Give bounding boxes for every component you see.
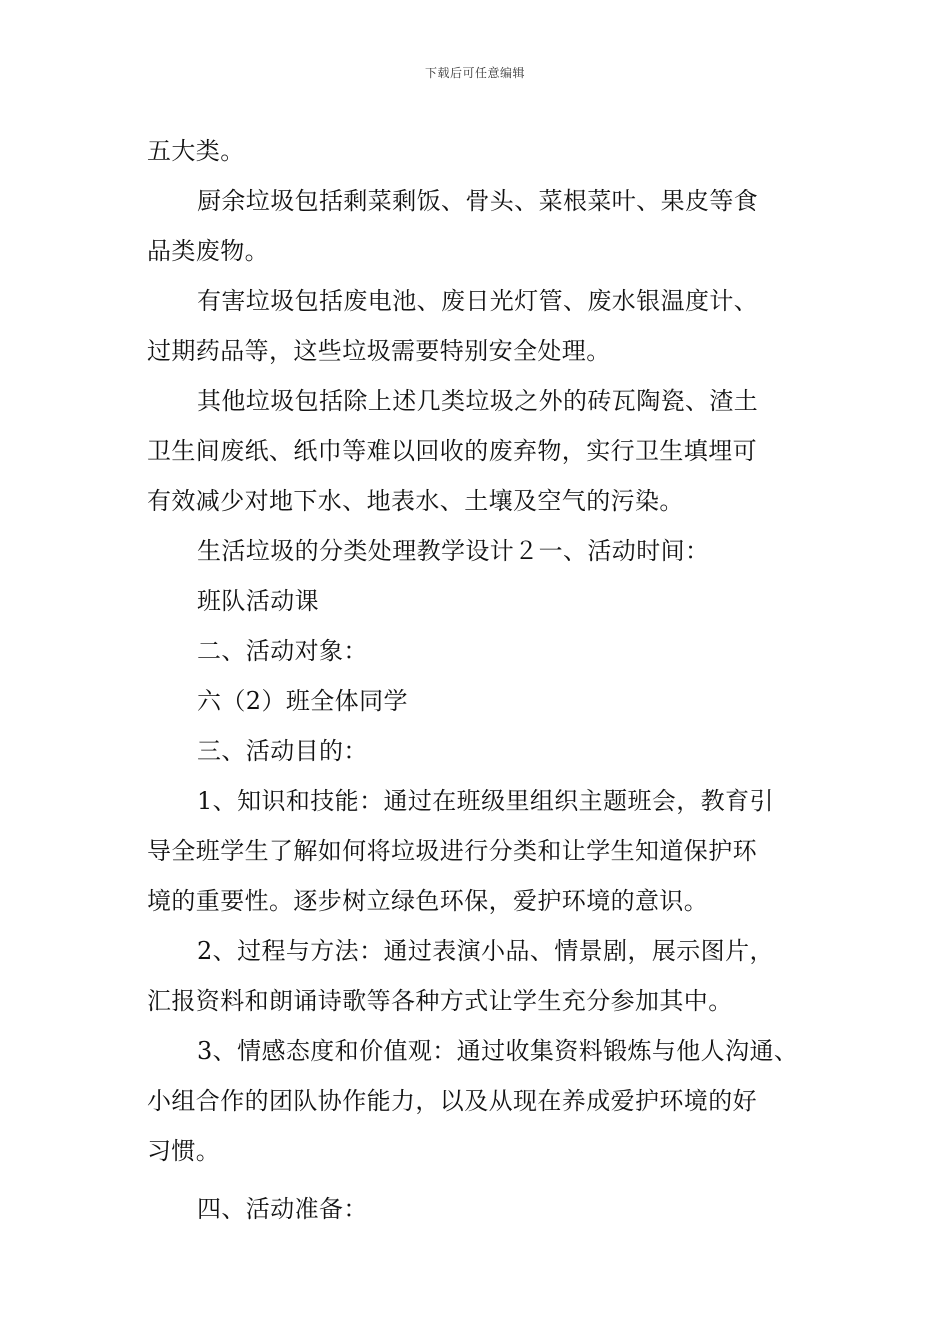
section-heading: 四、活动准备： bbox=[197, 1195, 368, 1223]
paragraph-line: 1、知识和技能：通过在班级里组织主题班会，教育引 bbox=[197, 787, 774, 815]
paragraph-line: 过期药品等，这些垃圾需要特别安全处理。 bbox=[147, 337, 611, 365]
paragraph-line: 有害垃圾包括废电池、废日光灯管、废水银温度计、 bbox=[197, 287, 759, 315]
paragraph-line: 厨余垃圾包括剩菜剩饭、骨头、菜根菜叶、果皮等食 bbox=[197, 187, 759, 215]
paragraph-line: 五大类。 bbox=[147, 137, 245, 165]
page-header: 下载后可任意编辑 bbox=[424, 66, 525, 80]
paragraph-line: 班队活动课 bbox=[197, 587, 319, 615]
paragraph-line: 汇报资料和朗诵诗歌等各种方式让学生充分参加其中。 bbox=[147, 987, 733, 1015]
document-body bbox=[147, 126, 812, 1234]
paragraph-line: 品类废物。 bbox=[147, 237, 269, 265]
section-heading: 二、活动对象： bbox=[197, 637, 368, 665]
paragraph-line: 生活垃圾的分类处理教学设计２一、活动时间： bbox=[197, 537, 710, 565]
paragraph-line: 有效减少对地下水、地表水、土壤及空气的污染。 bbox=[147, 487, 684, 515]
paragraph-line: 小组合作的团队协作能力，以及从现在养成爱护环境的好 bbox=[147, 1087, 757, 1115]
paragraph-line: 卫生间废纸、纸巾等难以回收的废弃物，实行卫生填埋可 bbox=[147, 437, 757, 465]
paragraph-line: 其他垃圾包括除上述几类垃圾之外的砖瓦陶瓷、渣土 bbox=[197, 387, 759, 415]
paragraph-line: 导全班学生了解如何将垃圾进行分类和让学生知道保护环 bbox=[147, 837, 757, 865]
section-heading: 三、活动目的： bbox=[197, 737, 368, 765]
paragraph-line: 六（2）班全体同学 bbox=[197, 687, 408, 715]
paragraph-line: 2、过程与方法：通过表演小品、情景剧，展示图片， bbox=[197, 937, 774, 965]
paragraph-line: 习惯。 bbox=[147, 1137, 221, 1165]
paragraph-gap bbox=[147, 1176, 812, 1184]
paragraph-line: 3、情感态度和价值观：通过收集资料锻炼与他人沟通、 bbox=[197, 1037, 799, 1065]
paragraph-line: 境的重要性。逐步树立绿色环保，爱护环境的意识。 bbox=[147, 887, 709, 915]
